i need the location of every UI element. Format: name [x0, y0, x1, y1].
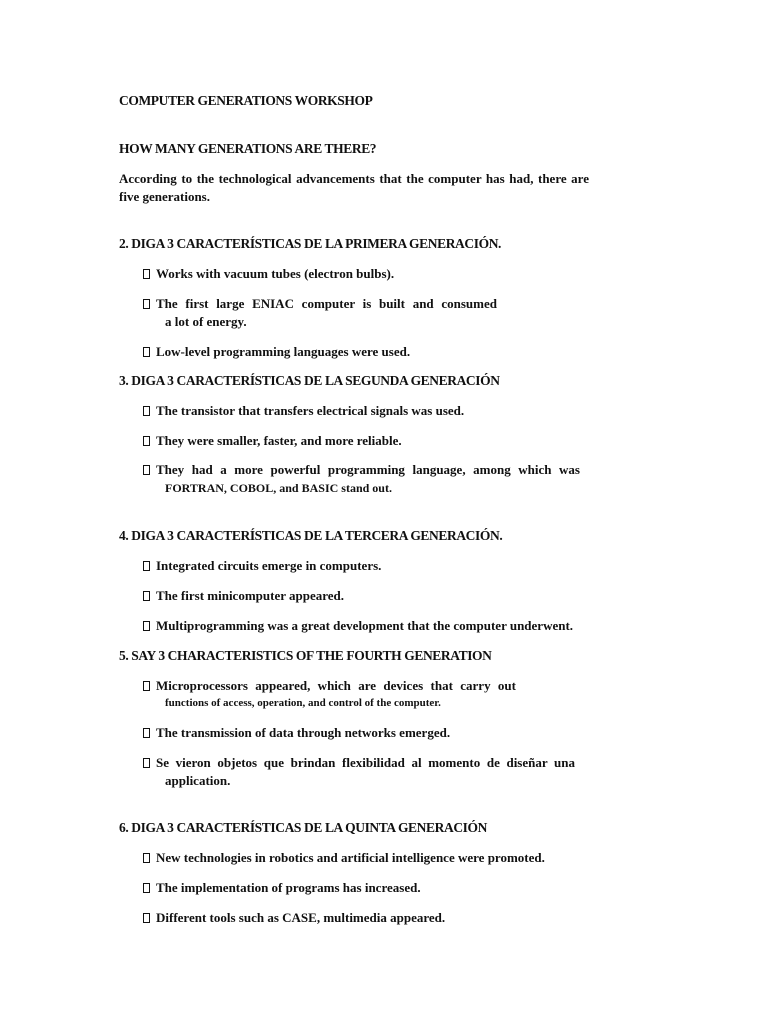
- question-1-answer: According to the technological advancements that the computer has had, there are five generations.: [119, 171, 589, 204]
- checkbox-bullet-icon: [143, 913, 150, 923]
- document-title: COMPUTER GENERATIONS WORKSHOP: [119, 93, 373, 108]
- list-item-text: New technologies in robotics and artificial intelligence were promoted.: [156, 850, 545, 865]
- list-item: [143, 295, 497, 313]
- list-item: [143, 879, 421, 897]
- checkbox-bullet-icon: [143, 347, 150, 357]
- question-1-heading: HOW MANY GENERATIONS ARE THERE?: [119, 141, 377, 156]
- list-item: [143, 557, 381, 575]
- list-item: [143, 587, 344, 605]
- checkbox-bullet-icon: [143, 299, 150, 309]
- checkbox-bullet-icon: [143, 681, 150, 691]
- list-item: [143, 909, 445, 927]
- list-item: [143, 461, 580, 479]
- checkbox-bullet-icon: [143, 561, 150, 571]
- list-item-continuation: FORTRAN, COBOL, and BASIC stand out.: [165, 481, 392, 495]
- checkbox-bullet-icon: [143, 853, 150, 863]
- list-item-text: Different tools such as CASE, multimedia appeared.: [156, 910, 446, 925]
- checkbox-bullet-icon: [143, 436, 150, 446]
- list-item-text: Integrated circuits emerge in computers.: [156, 558, 382, 573]
- list-item-text: The transmission of data through networks emerged.: [156, 725, 451, 740]
- checkbox-bullet-icon: [143, 591, 150, 601]
- checkbox-bullet-icon: [143, 406, 150, 416]
- list-item-text: The implementation of programs has increased.: [156, 880, 421, 895]
- section-4-heading: 4. DIGA 3 CARACTERÍSTICAS DE LA TERCERA GENERACIÓN.: [119, 528, 503, 543]
- list-item: [143, 265, 394, 283]
- section-5-heading: 5. SAY 3 CHARACTERISTICS OF THE FOURTH GENERATION: [119, 648, 492, 663]
- list-item: [143, 677, 516, 695]
- list-item: [143, 343, 410, 361]
- list-item: [143, 617, 573, 635]
- section-3-heading: 3. DIGA 3 CARACTERÍSTICAS DE LA SEGUNDA GENERACIÓN: [119, 373, 500, 388]
- section-6-heading: 6. DIGA 3 CARACTERÍSTICAS DE LA QUINTA GENERACIÓN: [119, 820, 487, 835]
- list-item-text: The first minicomputer appeared.: [156, 588, 345, 603]
- checkbox-bullet-icon: [143, 883, 150, 893]
- list-item-text: Microprocessors appeared, which are devices that carry out: [156, 678, 516, 693]
- list-item: [143, 754, 575, 772]
- checkbox-bullet-icon: [143, 758, 150, 768]
- list-item-continuation: a lot of energy.: [165, 314, 247, 329]
- list-item-text: Low-level programming languages were used.: [156, 344, 411, 359]
- list-item-text: The transistor that transfers electrical signals was used.: [156, 403, 465, 418]
- list-item-text: They had a more powerful programming language, among which was: [156, 462, 580, 477]
- list-item: [143, 724, 450, 742]
- checkbox-bullet-icon: [143, 728, 150, 738]
- list-item-text: They were smaller, faster, and more reliable.: [156, 433, 402, 448]
- list-item: [143, 849, 545, 867]
- list-item-continuation: application.: [165, 773, 231, 788]
- list-item-continuation: functions of access, operation, and control of the computer.: [165, 697, 441, 709]
- checkbox-bullet-icon: [143, 269, 150, 279]
- list-item-text: The first large ENIAC computer is built and consumed: [156, 296, 497, 311]
- list-item: [143, 432, 402, 450]
- checkbox-bullet-icon: [143, 621, 150, 631]
- list-item: [143, 402, 464, 420]
- list-item-text: Works with vacuum tubes (electron bulbs).: [156, 266, 395, 281]
- list-item-text: Se vieron objetos que brindan flexibilidad al momento de diseñar una: [156, 755, 575, 770]
- list-item-text: Multiprogramming was a great development that the computer underwent.: [156, 618, 574, 633]
- section-2-heading: 2. DIGA 3 CARACTERÍSTICAS DE LA PRIMERA GENERACIÓN.: [119, 236, 502, 251]
- checkbox-bullet-icon: [143, 465, 150, 475]
